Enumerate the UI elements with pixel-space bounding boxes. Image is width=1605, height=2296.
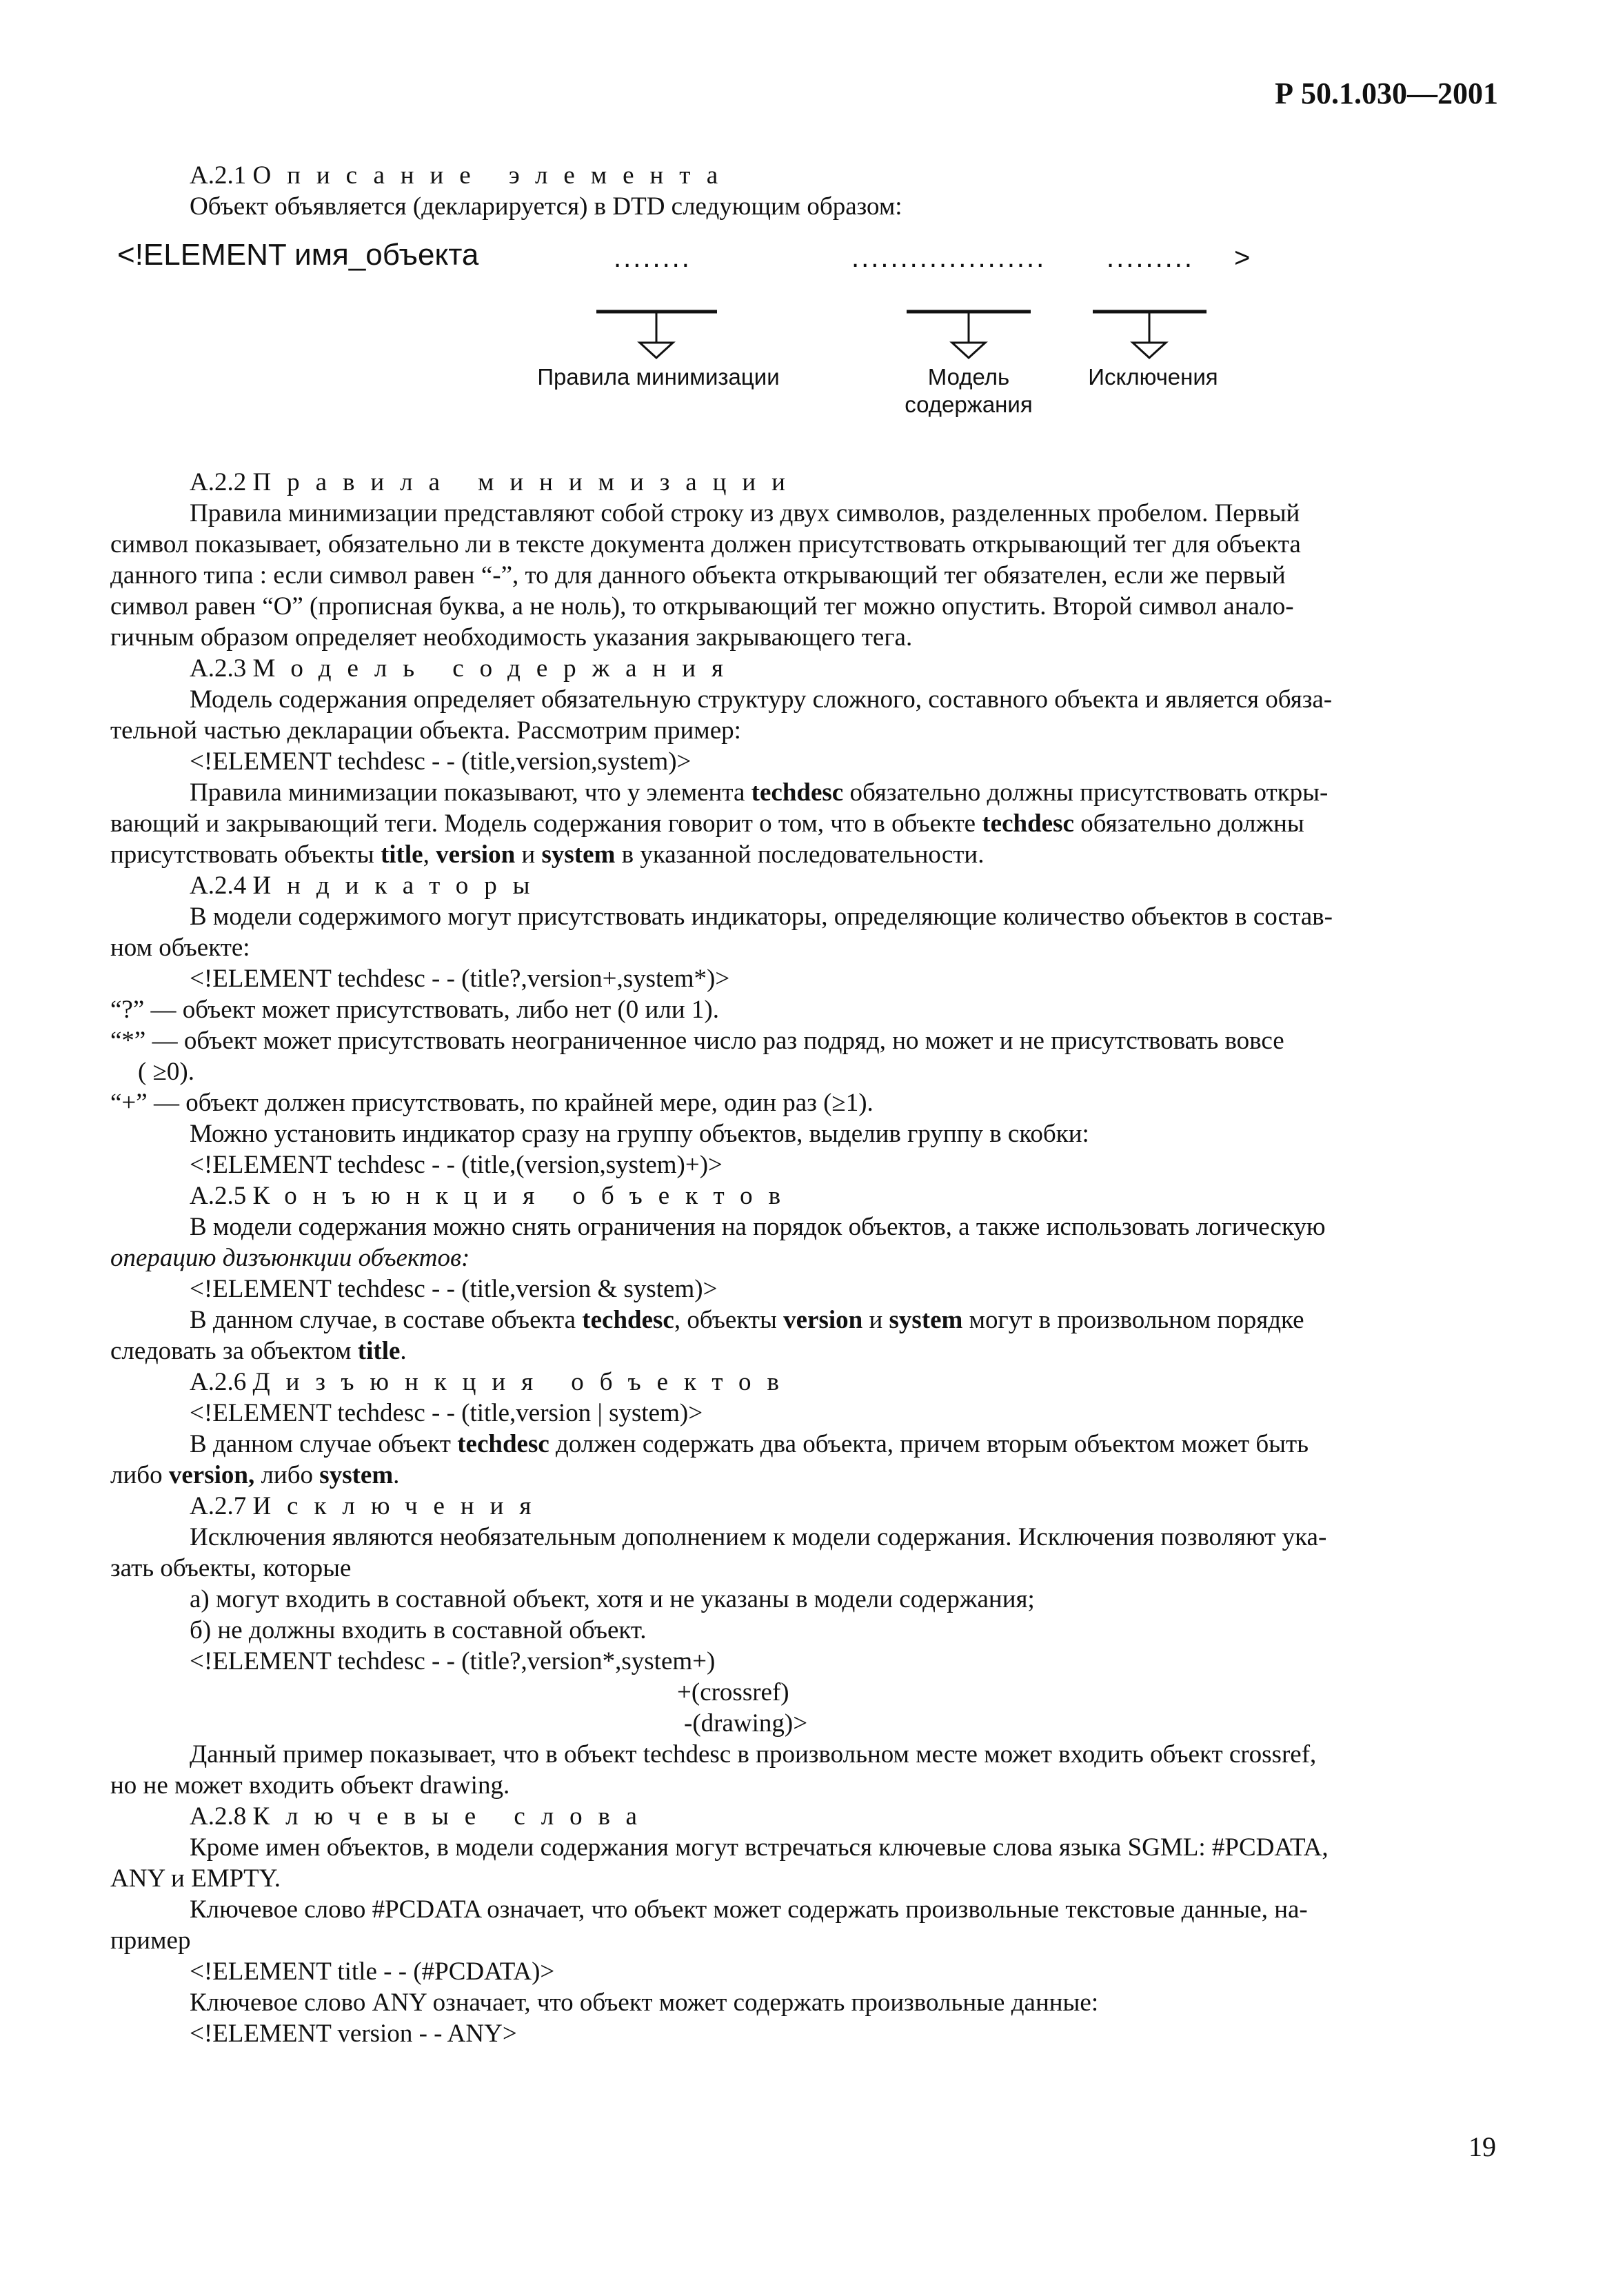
section-heading-a24: А.2.4 Индикаторы (190, 872, 546, 900)
diagram-code: <!ELEMENT имя_объекта (117, 238, 479, 272)
code-example: <!ELEMENT techdesc - - (title,(version,system)+)> (190, 1151, 723, 1179)
paragraph: Объект объявляется (декларируется) в DTD следующим образом: (190, 192, 902, 221)
text-line: пример (110, 1926, 191, 1955)
text-line: В модели содержания можно снять ограничения на порядок объектов, а также использовать логическую (190, 1213, 1326, 1241)
document-number: Р 50.1.030—2001 (1275, 77, 1498, 110)
text-line: Ключевое слово ANY означает, что объект может содержать произвольные данные: (190, 1988, 1099, 2017)
section-heading-a25: А.2.5 Конъюнкция объектов (190, 1182, 797, 1210)
code-example: <!ELEMENT techdesc - - (title,version,system)> (190, 747, 692, 776)
text-line: Правила минимизации представляют собой строку из двух символов, разделенных пробелом. Первый (190, 499, 1300, 527)
text-line: В данном случае объект techdesc должен содержать два объекта, причем вторым объектом может быть (190, 1430, 1309, 1458)
section-heading-a23: А.2.3 Модель содержания (190, 654, 739, 683)
text-line: присутствовать объекты title, version и system в указанной последовательности. (110, 840, 985, 869)
document-body (110, 160, 1510, 2049)
diagram-close: > (1234, 243, 1253, 273)
text-line: Ключевое слово #PCDATA означает, что объект может содержать произвольные текстовые данные, на- (190, 1895, 1308, 1924)
indicator-star-cont: ( ≥0). (138, 1058, 194, 1086)
text-line: символ равен “O” (прописная буква, а не ноль), то открывающий тег можно опустить. Второй символ анало- (110, 592, 1294, 621)
text-line: Исключения являются необязательным дополнением к модели содержания. Исключения позволяют ука- (190, 1523, 1327, 1551)
text-line: Можно установить индикатор сразу на группу объектов, выделив группу в скобки: (190, 1120, 1089, 1148)
text-line: данного типа : если символ равен “-”, то для данного объекта открывающий тег обязателен, если же первый (110, 561, 1286, 590)
code-example: +(crossref) (677, 1678, 789, 1706)
page-number: 19 (1468, 2131, 1496, 2162)
indicator-star: “*” — объект может присутствовать неограниченное число раз подряд, но может и не присутствовать вовсе (110, 1027, 1284, 1055)
text-line: зать объекты, которые (110, 1554, 352, 1582)
diagram-arrows (110, 222, 1510, 467)
code-example: <!ELEMENT techdesc - - (title,version | system)> (190, 1399, 703, 1427)
text-line: но не может входить объект drawing. (110, 1771, 510, 1800)
text-line: ANY и EMPTY. (110, 1864, 281, 1893)
text-line: Модель содержания определяет обязательную структуру сложного, составного объекта и является обяза- (190, 685, 1333, 714)
code-example: <!ELEMENT title - - (#PCDATA)> (190, 1957, 555, 1986)
code-example: <!ELEMENT techdesc - - (title,version & system)> (190, 1275, 718, 1303)
text-line: символ показывает, обязательно ли в тексте документа должен присутствовать открывающий тег для объекта (110, 530, 1301, 558)
text-line: ном объекте: (110, 934, 250, 962)
code-example: -(drawing)> (684, 1709, 808, 1738)
dots-exceptions: ......... (1107, 243, 1195, 273)
text-line: Кроме имен объектов, в модели содержания могут встречаться ключевые слова языка SGML: #PCDATA, (190, 1833, 1329, 1862)
text-line: В модели содержимого могут присутствовать индикаторы, определяющие количество объектов в состав- (190, 903, 1333, 931)
label-content-model: Модель содержания (905, 364, 1033, 417)
dots-content-model: .................... (851, 243, 1047, 273)
text-line: операцию дизъюнкции объектов: (110, 1244, 470, 1272)
section-heading-a26: А.2.6 Дизъюнкция объектов (190, 1368, 795, 1396)
code-example: <!ELEMENT version - - ANY> (190, 2020, 517, 2048)
indicator-plus: “+” — объект должен присутствовать, по крайней мере, один раз (≥1). (110, 1089, 874, 1117)
code-example: <!ELEMENT techdesc - - (title?,version*,system+) (190, 1647, 716, 1675)
text-line: тельной частью декларации объекта. Рассмотрим пример: (110, 716, 741, 745)
element-declaration-diagram (110, 222, 1510, 467)
text-line: гичным образом определяет необходимость указания закрывающего тега. (110, 623, 913, 652)
section-heading-a28: А.2.8 Ключевые слова (190, 1802, 653, 1831)
text-line: Правила минимизации показывают, что у элемента techdesc обязательно должны присутствовать откры- (190, 778, 1329, 807)
text-line: вающий и закрывающий теги. Модель содержания говорит о том, что в объекте techdesc обязательно должны (110, 809, 1304, 838)
text-line: либо version, либо system. (110, 1461, 400, 1489)
label-exceptions: Исключения (1088, 364, 1218, 390)
dots-minimization: ........ (614, 243, 692, 273)
section-heading-a21: А.2.1 Описание элемента (190, 161, 734, 190)
section-heading-a22: А.2.2 Правила минимизации (190, 468, 801, 496)
text-line: следовать за объектом title. (110, 1337, 407, 1365)
text-line: Данный пример показывает, что в объект techdesc в произвольном месте может входить объект crossref, (190, 1740, 1317, 1769)
label-minimization-rules: Правила минимизации (537, 364, 780, 390)
indicator-question: “?” — объект может присутствовать, либо нет (0 или 1). (110, 996, 719, 1024)
code-example: <!ELEMENT techdesc - - (title?,version+,system*)> (190, 965, 730, 993)
list-item: а) могут входить в составной объект, хотя и не указаны в модели содержания; (190, 1585, 1035, 1613)
text-line: В данном случае, в составе объекта techdesc, объекты version и system могут в произвольном порядке (190, 1306, 1304, 1334)
list-item: б) не должны входить в составной объект. (190, 1616, 647, 1644)
section-heading-a27: А.2.7 Исключения (190, 1492, 547, 1520)
